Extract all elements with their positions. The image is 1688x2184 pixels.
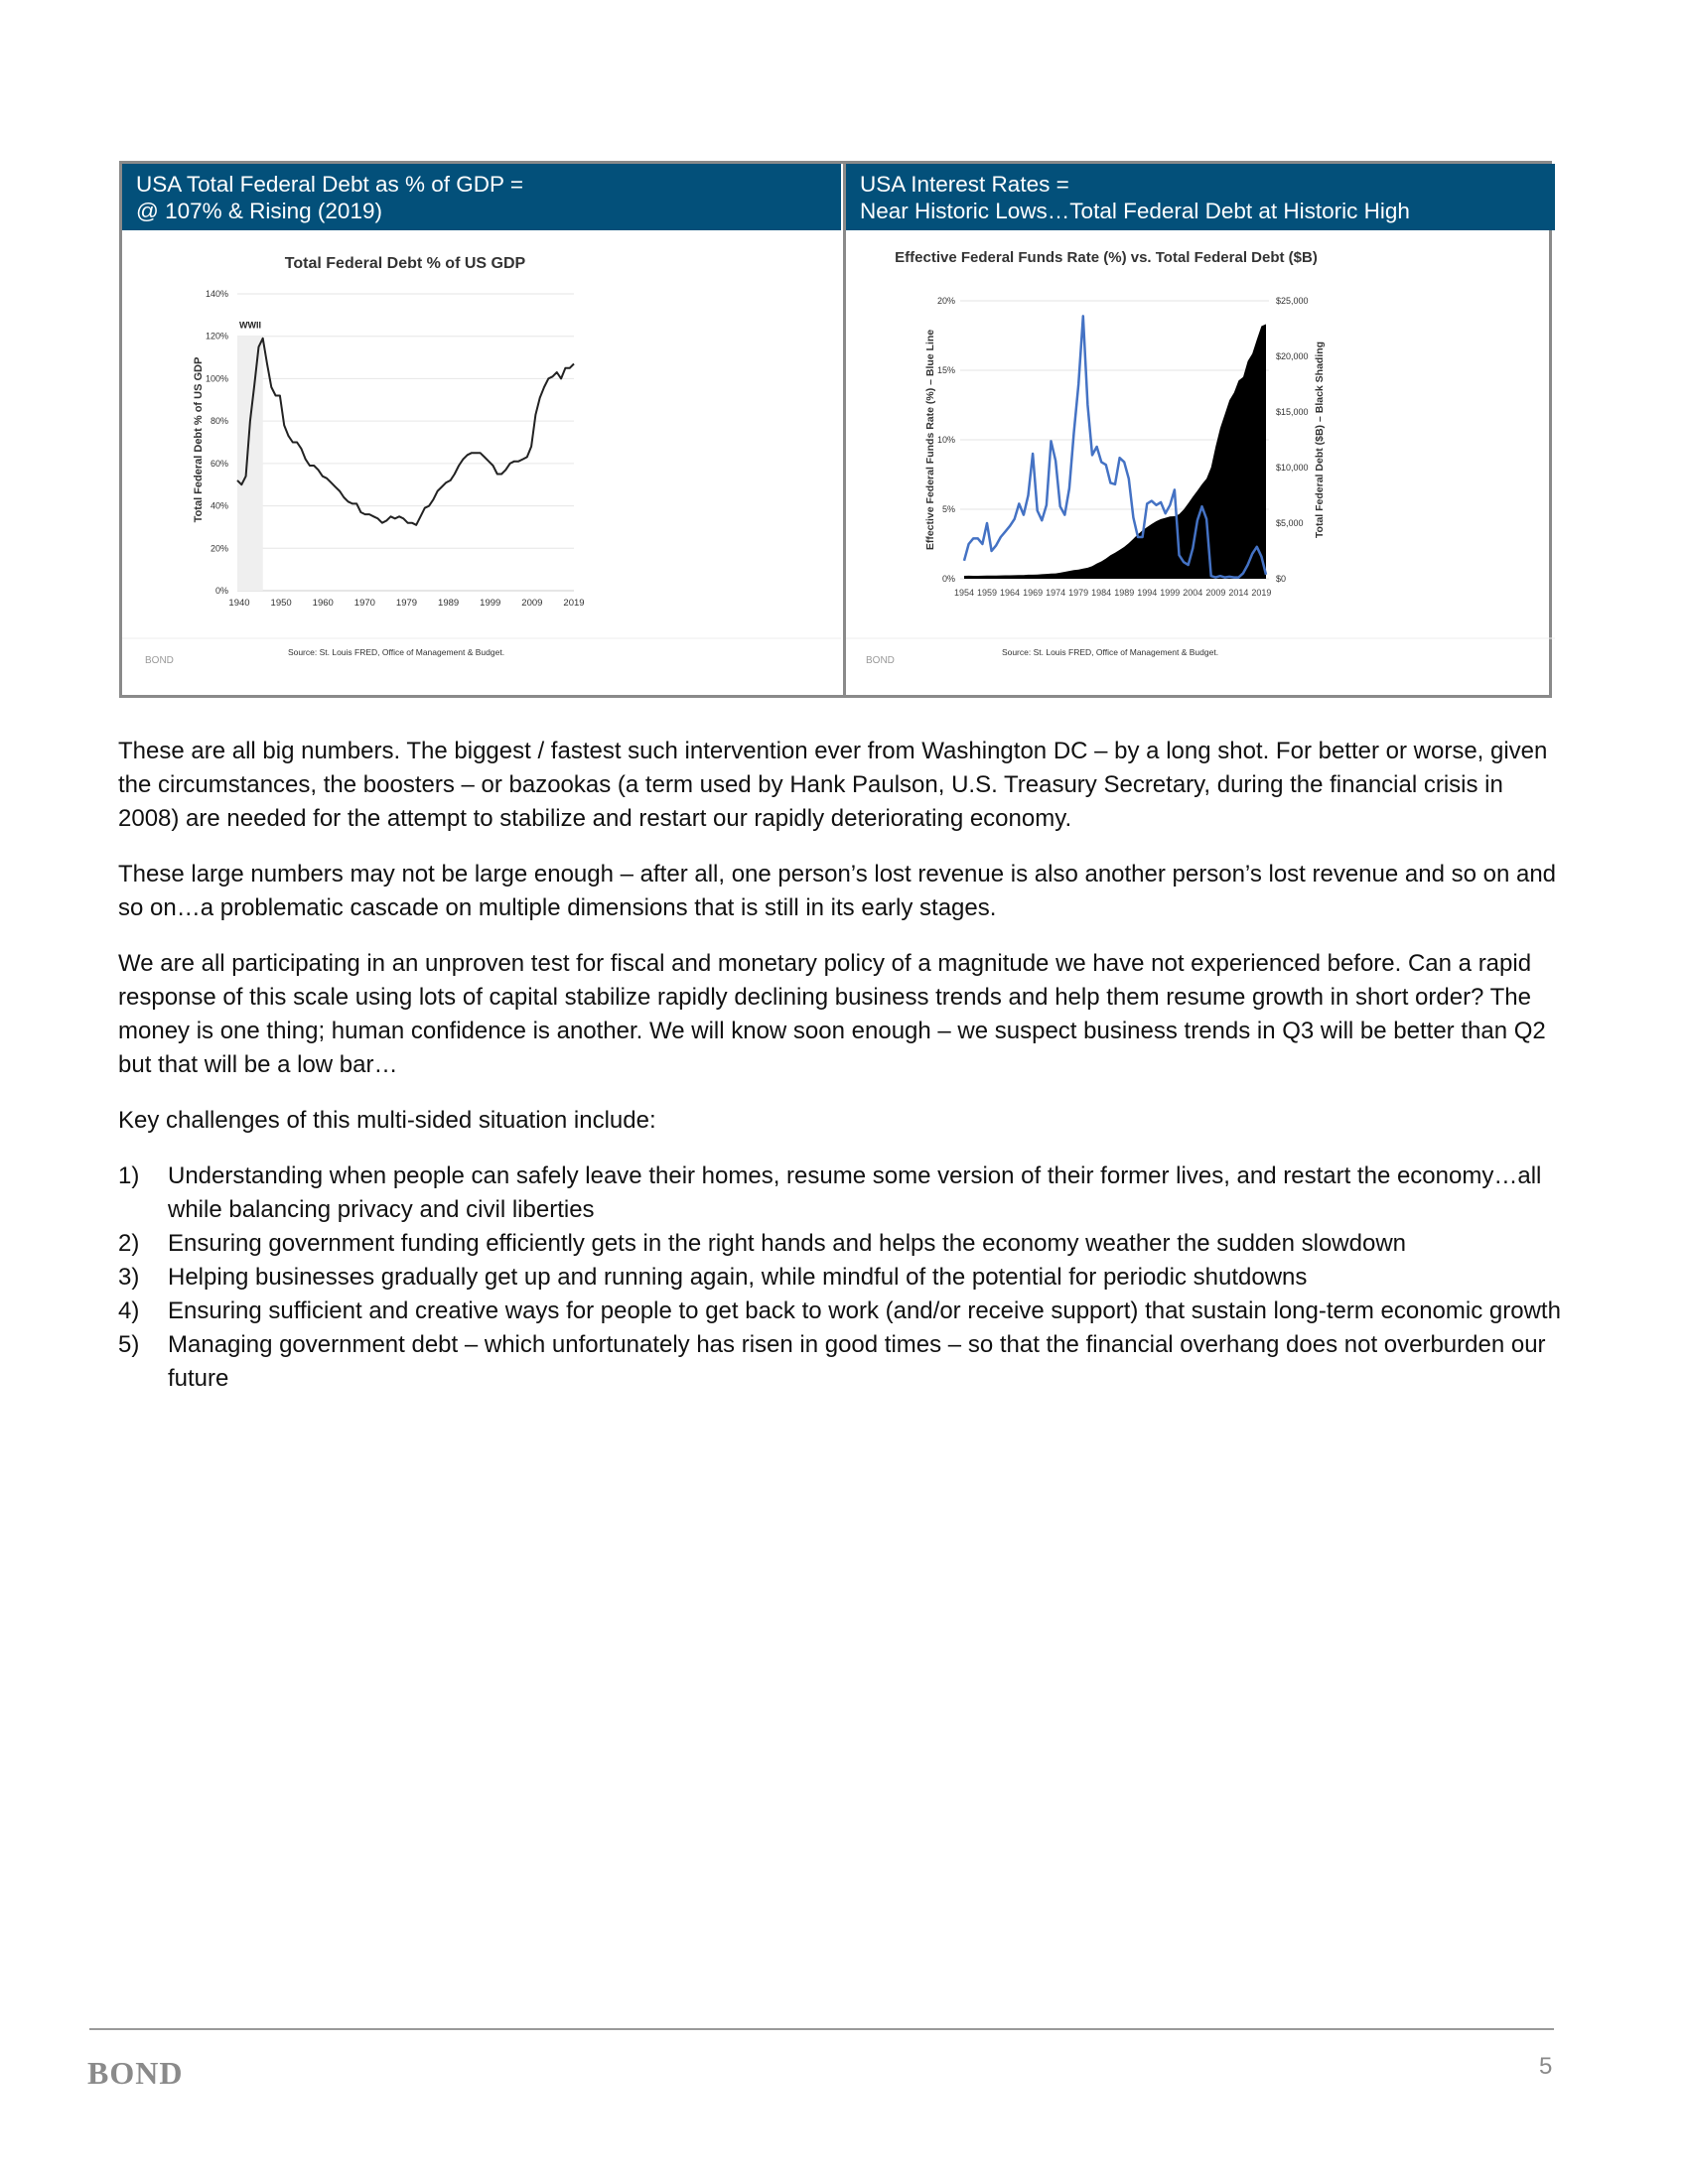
y-tick-label: 40% <box>210 500 228 511</box>
body-text <box>118 735 1568 1396</box>
list-text: Managing government debt – which unfortunately has risen in good times – so that the financial overhang does not overburden our future <box>168 1331 1546 1392</box>
y-axis-right-label: Total Federal Debt ($B) – Black Shading <box>1314 341 1326 539</box>
y-left-tick-label: 10% <box>936 435 955 445</box>
panel-title-line2: Near Historic Lows…Total Federal Debt at Historic High <box>860 199 1410 223</box>
y-tick-label: 140% <box>205 289 228 299</box>
y-left-tick-label: 15% <box>936 365 955 375</box>
list-text: Ensuring sufficient and creative ways for people to get back to work (and/or receive support) that sustain long-term economic growth <box>168 1297 1561 1324</box>
footer-divider <box>89 2028 1554 2030</box>
y-tick-label: 120% <box>205 331 228 341</box>
y-right-tick-label: $15,000 <box>1276 407 1309 417</box>
charts-frame <box>119 161 1552 698</box>
x-tick-label: 1979 <box>395 598 418 609</box>
x-tick-label: 1999 <box>1160 588 1181 598</box>
bond-logo: BOND <box>87 2055 184 2091</box>
y-right-tick-label: $5,000 <box>1276 518 1304 528</box>
x-tick-label: 2009 <box>521 598 543 609</box>
chart-title: Effective Federal Funds Rate (%) vs. Total Federal Debt ($B) <box>895 249 1318 266</box>
list-item <box>118 1261 1568 1295</box>
y-axis-label: Total Federal Debt % of US GDP <box>193 356 205 523</box>
x-tick-label: 2004 <box>1183 588 1203 598</box>
x-tick-label: 1989 <box>438 598 460 609</box>
list-text: Understanding when people can safely leave their homes, resume some version of their former lives, and restart the economy…all while balancing privacy and civil liberties <box>168 1162 1542 1223</box>
x-tick-label: 1950 <box>270 598 292 609</box>
x-tick-label: 1970 <box>353 598 375 609</box>
y-tick-label: 20% <box>210 543 228 554</box>
list-number: 2) <box>118 1230 140 1257</box>
interest-rates-panel <box>843 164 1555 695</box>
list-item <box>118 1160 1568 1227</box>
list-text: Ensuring government funding efficiently gets in the right hands and helps the economy weather the sudden slowdown <box>168 1230 1407 1257</box>
panel-header <box>846 164 1555 230</box>
y-right-tick-label: $10,000 <box>1276 463 1309 473</box>
y-tick-label: 100% <box>205 373 228 384</box>
debt-gdp-line <box>237 339 574 525</box>
paragraph: These large numbers may not be large enough – after all, one person’s lost revenue is also another person’s lost revenue and so on and so on…a problematic cascade on multiple dimensions that is still in its early stages. <box>118 861 1557 921</box>
list-item <box>118 1227 1568 1261</box>
panel-header <box>122 164 841 230</box>
list-item <box>118 1328 1568 1396</box>
federal-debt-area <box>964 325 1266 580</box>
challenges-list <box>118 1160 1568 1396</box>
paragraph: We are all participating in an unproven test for fiscal and monetary policy of a magnitude we have not experienced before. Can a rapid response of this scale using lots of capital stabilize rapidly declining business trends and help them resume growth in short order? The money is one thing; human confidence is another. We will know soon enough – we suspect business trends in Q3 will be better than Q2 but that will be a low bar… <box>118 950 1546 1078</box>
x-tick-label: 1974 <box>1046 588 1066 598</box>
y-tick-label: 80% <box>210 416 228 427</box>
list-item <box>118 1295 1568 1328</box>
rates-debt-chart <box>846 230 1555 695</box>
paragraph: These are all big numbers. The biggest / fastest such intervention ever from Washington DC – by a long shot. For better or worse, given the circumstances, the boosters – or bazookas (a term used by Hank Paulson, U.S. Treasury Secretary, during the financial crisis in 2008) are needed for the attempt to stabilize and restart our rapidly deteriorating economy. <box>118 738 1548 832</box>
x-tick-label: 1960 <box>312 598 334 609</box>
brand-logo: BOND <box>866 655 895 666</box>
x-tick-label: 2019 <box>1251 588 1272 598</box>
x-tick-label: 1964 <box>1000 588 1021 598</box>
page-number: 5 <box>1539 2053 1553 2080</box>
x-tick-label: 1999 <box>480 598 501 609</box>
x-tick-label: 1940 <box>228 598 250 609</box>
x-tick-label: 1954 <box>953 588 975 598</box>
list-number: 5) <box>118 1331 140 1358</box>
x-tick-label: 2014 <box>1228 588 1249 598</box>
y-right-tick-label: $20,000 <box>1276 351 1309 361</box>
y-left-tick-label: 5% <box>941 504 955 514</box>
y-right-tick-label: $0 <box>1276 574 1287 584</box>
x-tick-label: 1984 <box>1091 588 1112 598</box>
panel-title-line1: USA Interest Rates = <box>860 172 1069 197</box>
panel-title-line2: @ 107% & Rising (2019) <box>136 199 382 223</box>
x-tick-label: 1959 <box>977 588 998 598</box>
y-tick-label: 0% <box>214 586 228 596</box>
x-tick-label: 2009 <box>1205 588 1226 598</box>
x-tick-label: 1979 <box>1068 588 1089 598</box>
list-number: 4) <box>118 1297 140 1324</box>
y-left-tick-label: 20% <box>936 296 955 306</box>
x-tick-label: 1989 <box>1114 588 1135 598</box>
brand-logo: BOND <box>145 655 174 666</box>
chart-title: Total Federal Debt % of US GDP <box>284 255 526 272</box>
x-tick-label: 2019 <box>563 598 585 609</box>
wwii-shading <box>237 337 263 591</box>
list-number: 1) <box>118 1162 140 1189</box>
debt-gdp-panel <box>122 164 841 695</box>
x-tick-label: 1994 <box>1137 588 1158 598</box>
y-axis-left-label: Effective Federal Funds Rate (%) – Blue Line <box>924 329 936 551</box>
panel-title-line1: USA Total Federal Debt as % of GDP = <box>136 172 523 197</box>
y-right-tick-label: $25,000 <box>1276 296 1309 306</box>
list-text: Helping businesses gradually get up and running again, while mindful of the potential for periodic shutdowns <box>168 1264 1308 1291</box>
chart-source: Source: St. Louis FRED, Office of Management & Budget. <box>287 647 505 657</box>
chart-source: Source: St. Louis FRED, Office of Management & Budget. <box>1001 647 1219 657</box>
wwii-annotation: WWII <box>239 320 261 331</box>
y-left-tick-label: 0% <box>941 574 955 584</box>
y-tick-label: 60% <box>210 458 228 469</box>
paragraph: Key challenges of this multi-sided situation include: <box>118 1107 656 1134</box>
list-number: 3) <box>118 1264 140 1291</box>
debt-gdp-chart <box>122 230 841 695</box>
x-tick-label: 1969 <box>1023 588 1044 598</box>
